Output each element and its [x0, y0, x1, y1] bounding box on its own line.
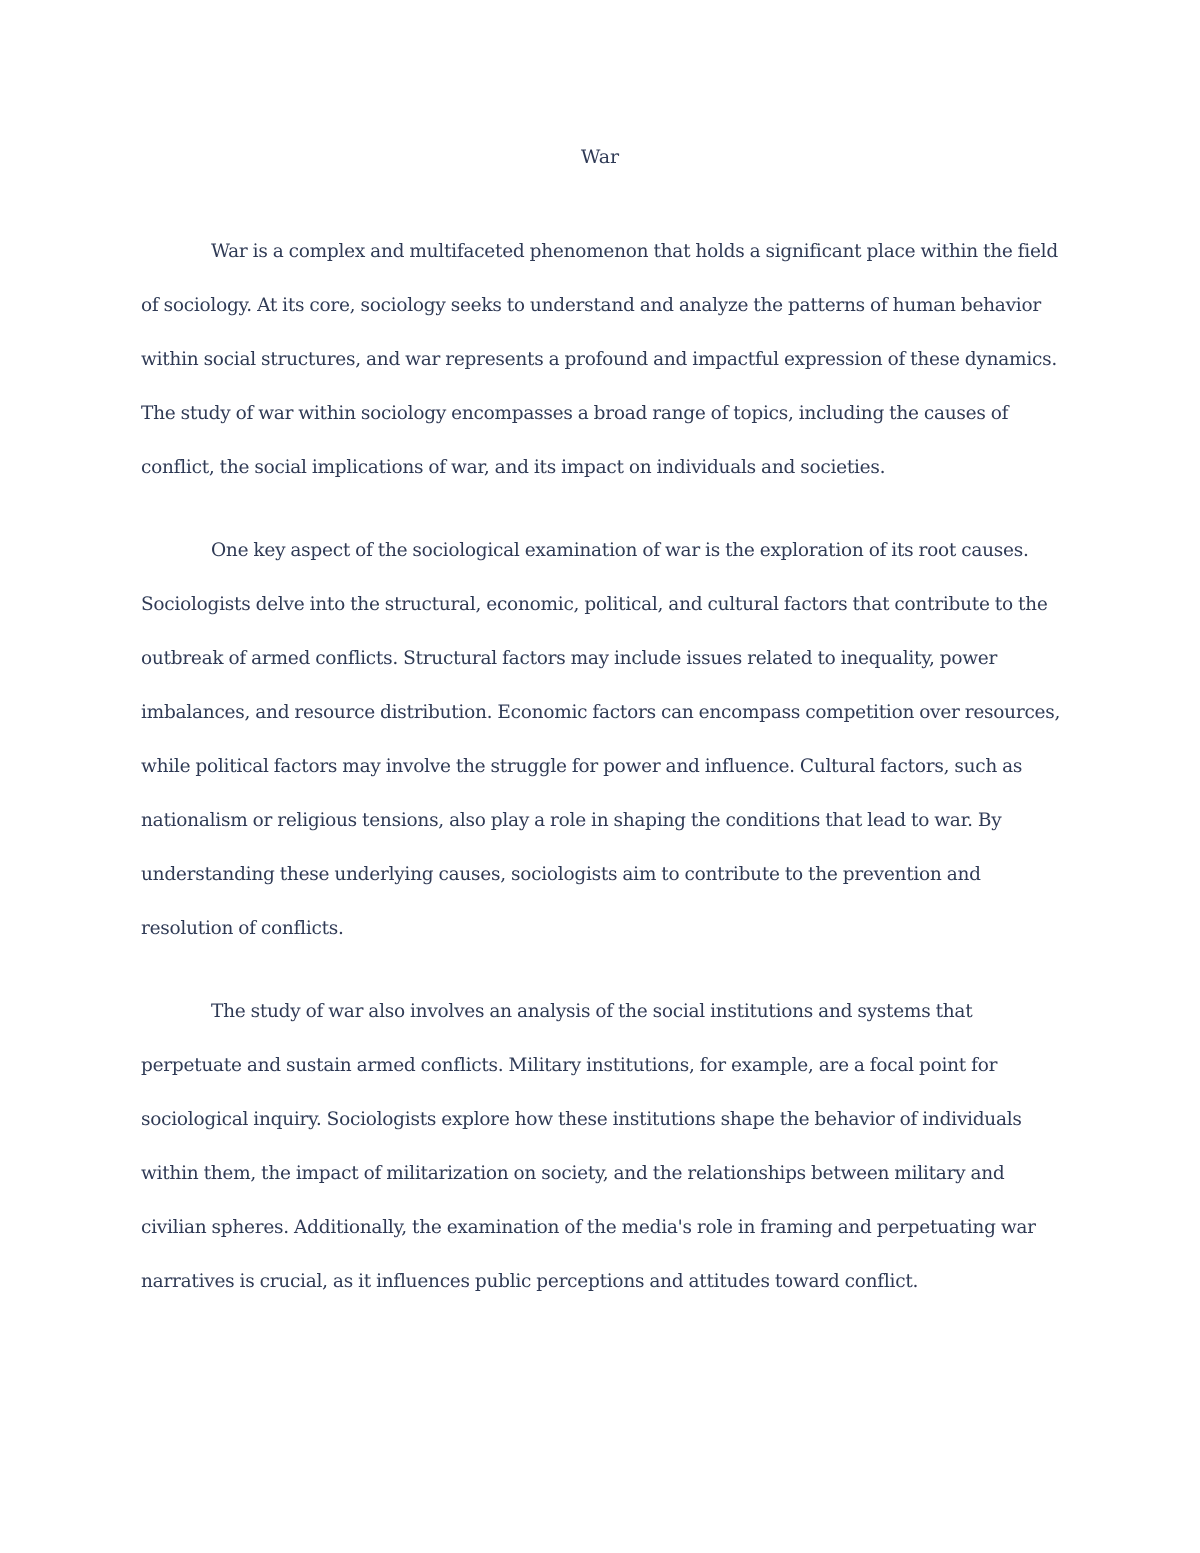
document-title: War: [580, 146, 620, 168]
document-body: [141, 225, 1061, 1338]
paragraph-1: War is a complex and multifaceted phenomenon that holds a significant place within the field of sociology. At its core, sociology seeks to understand and analyze the patterns of human behavior within social structures, and war represents a profound and impactful expression of these dynamics. The study of war within sociology encompasses a broad range of topics, including the causes of conflict, the social implications of war, and its impact on individuals and societies.: [141, 241, 1058, 478]
paragraph-2: One key aspect of the sociological examination of war is the exploration of its root causes. Sociologists delve into the structural, economic, political, and cultural factors that contribute to the outbreak of armed conflicts. Structural factors may include issues related to inequality, power imbalances, and resource distribution. Economic factors can encompass competition over resources, while political factors may involve the struggle for power and influence. Cultural factors, such as nationalism or religious tensions, also play a role in shaping the conditions that lead to war. By understanding these underlying causes, sociologists aim to contribute to the prevention and resolution of conflicts.: [141, 540, 1061, 939]
paragraph-3: The study of war also involves an analysis of the social institutions and systems that perpetuate and sustain armed conflicts. Military institutions, for example, are a focal point for sociological inquiry. Sociologists explore how these institutions shape the behavior of individuals within them, the impact of militarization on society, and the relationships between military and civilian spheres. Additionally, the examination of the media's role in framing and perpetuating war narratives is crucial, as it influences public perceptions and attitudes toward conflict.: [141, 1001, 1036, 1292]
